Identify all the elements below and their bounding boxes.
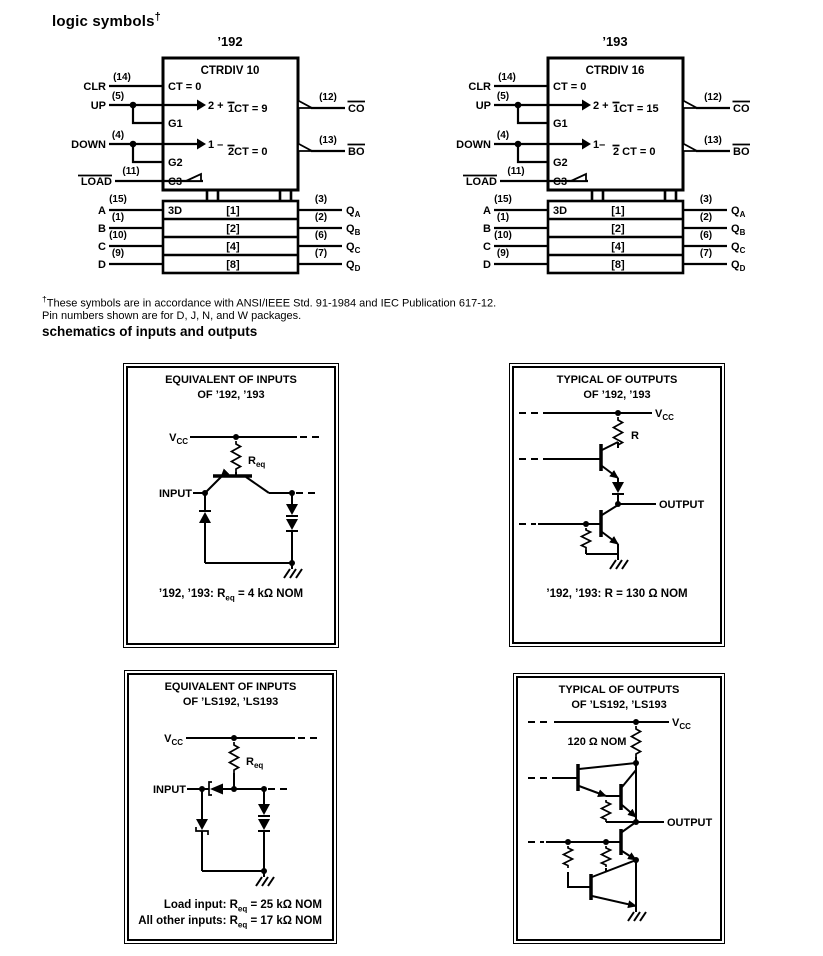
svg-text:(4): (4)	[496, 130, 510, 141]
part-label: ’193	[602, 34, 628, 49]
svg-text:R: R	[631, 430, 639, 442]
svg-text:B: B	[483, 223, 491, 235]
svg-text:A: A	[98, 205, 106, 217]
c3-label: C3	[168, 176, 183, 188]
svg-text:(10): (10)	[494, 230, 512, 241]
svg-text:CLR: CLR	[468, 81, 491, 93]
svg-text:(15): (15)	[109, 194, 127, 205]
svg-text:(4): (4)	[111, 130, 125, 141]
input-up	[91, 91, 206, 123]
cell-3d: 3D	[553, 205, 568, 217]
input-load	[463, 166, 588, 188]
svg-text:VCC: $V_{CC}$	[164, 733, 183, 747]
output-carry	[298, 92, 365, 115]
svg-text:(14): (14)	[113, 72, 131, 83]
input-clr	[83, 72, 163, 93]
borrow-fn: 2 CT = 0	[613, 146, 656, 158]
ct0-label: CT = 0	[168, 81, 202, 93]
lower-transistor	[519, 505, 618, 554]
svg-text:(7): (7)	[699, 248, 713, 259]
svg-text:DOWN: DOWN	[71, 139, 106, 151]
svg-text:(12): (12)	[319, 92, 337, 103]
input-down	[456, 130, 591, 162]
svg-text:(9): (9)	[111, 248, 125, 259]
section-heading: schematics of inputs and outputs	[42, 324, 258, 339]
svg-text:INPUT: INPUT	[159, 488, 192, 500]
c3-label: C3	[553, 176, 568, 188]
svg-text:Req: $R_{eq}$	[248, 455, 266, 469]
input-load	[78, 166, 203, 188]
count-down-fn: 1–	[593, 139, 606, 151]
page-title: logic symbols†	[52, 11, 161, 30]
svg-text:INPUT: INPUT	[153, 784, 186, 796]
vcc-rail	[164, 733, 318, 747]
ground-symbol	[628, 906, 646, 921]
svg-text:(2): (2)	[314, 212, 328, 223]
svg-text:C: C	[98, 241, 106, 253]
input-transistor	[205, 472, 292, 493]
schematic-caption: ’192, ’193: $R_{eq} = 4$ kΩ NOM	[158, 588, 304, 603]
svg-text:D: D	[483, 259, 491, 271]
upper-darlington	[528, 763, 636, 822]
ground-symbol	[256, 871, 274, 886]
svg-text:[1]: [1]	[611, 205, 625, 217]
input-terminal	[153, 784, 209, 796]
series-diode	[612, 478, 624, 504]
schematic-title: TYPICAL OF OUTPUTS OF ’192, ’193	[556, 374, 678, 401]
svg-text:OUTPUT: OUTPUT	[667, 817, 713, 829]
svg-text:(6): (6)	[314, 230, 328, 241]
level-shift-diodes	[202, 789, 270, 874]
svg-text:CO: CO	[733, 103, 750, 115]
svg-text:(13): (13)	[704, 135, 722, 146]
level-shift-diodes	[205, 493, 298, 566]
svg-text:CO: CO	[348, 103, 365, 115]
svg-text:(6): (6)	[699, 230, 713, 241]
schematic-title: EQUIVALENT OF INPUTS OF ’192, ’193	[165, 374, 297, 401]
svg-text:(10): (10)	[109, 230, 127, 241]
svg-text:QA: $Q_A$	[346, 205, 361, 219]
output-borrow	[298, 135, 365, 158]
output-circuit-192	[510, 364, 724, 646]
svg-text:CLR: CLR	[83, 81, 106, 93]
register-block	[163, 201, 298, 273]
svg-text:120 Ω NOM: 120 Ω NOM	[567, 736, 627, 748]
dagger-mark: †	[154, 11, 161, 23]
svg-text:[4]: [4]	[611, 241, 625, 253]
svg-text:VCC: $V_{CC}$	[655, 408, 674, 422]
schematic-output-192	[509, 363, 725, 647]
pullup-resistor	[230, 742, 264, 789]
svg-text:(1): (1)	[111, 212, 125, 223]
control-block	[163, 58, 298, 201]
g1-label: G1	[168, 118, 183, 130]
svg-text:UP: UP	[90, 100, 106, 112]
svg-text:QD: $Q_D$	[731, 259, 746, 273]
schematic-input-192	[123, 363, 339, 648]
svg-text:(12): (12)	[704, 92, 722, 103]
output-borrow	[683, 135, 750, 158]
lower-darlington	[528, 822, 639, 906]
svg-text:VCC: $V_{CC}$	[169, 432, 188, 446]
svg-text:[8]: [8]	[226, 259, 240, 271]
logic-symbol-193	[425, 30, 795, 280]
svg-text:QC: $Q_C$	[731, 241, 746, 255]
carry-fn: 1CT = 9	[228, 103, 268, 115]
svg-text:[2]: [2]	[226, 223, 240, 235]
schematic-title: EQUIVALENT OF INPUTS OF ’LS192, ’LS193	[164, 681, 297, 708]
svg-text:UP: UP	[475, 100, 491, 112]
svg-text:(1): (1)	[496, 212, 510, 223]
svg-text:VCC: $V_{CC}$	[672, 717, 691, 731]
svg-text:LOAD: LOAD	[80, 176, 112, 188]
ground-symbol	[284, 563, 302, 578]
input-up	[476, 91, 591, 123]
schottky-input-diode	[209, 782, 291, 795]
g1-label: G1	[553, 118, 568, 130]
svg-text:[2]: [2]	[611, 223, 625, 235]
svg-text:(2): (2)	[699, 212, 713, 223]
ct0-label: CT = 0	[553, 81, 587, 93]
output-terminal	[615, 499, 705, 511]
svg-text:(5): (5)	[496, 91, 510, 102]
svg-text:C: C	[483, 241, 491, 253]
part-label: ’192	[217, 34, 243, 49]
svg-text:LOAD: LOAD	[465, 176, 497, 188]
vcc-rail	[528, 717, 691, 731]
svg-text:OUTPUT: OUTPUT	[659, 499, 705, 511]
schematic-output-ls	[513, 673, 725, 944]
g2-label: G2	[553, 157, 568, 169]
svg-text:[8]: [8]	[611, 259, 625, 271]
count-down-fn: 1 –	[208, 139, 224, 151]
svg-text:QD: $Q_D$	[346, 259, 361, 273]
svg-text:(13): (13)	[319, 135, 337, 146]
upper-transistor	[519, 442, 618, 478]
schematic-title: TYPICAL OF OUTPUTS OF ’LS192, ’LS193	[558, 684, 680, 711]
svg-text:QB: $Q_B$	[731, 223, 746, 237]
svg-text:(11): (11)	[122, 166, 140, 177]
logic-symbol-192	[40, 30, 410, 280]
svg-text:(3): (3)	[314, 194, 328, 205]
output-circuit-ls	[514, 674, 724, 943]
svg-text:D: D	[98, 259, 106, 271]
carry-fn: 1CT = 15	[613, 103, 659, 115]
svg-text:Req: $R_{eq}$	[246, 756, 264, 770]
svg-text:DOWN: DOWN	[456, 139, 491, 151]
svg-text:(5): (5)	[111, 91, 125, 102]
input-clr	[468, 72, 548, 93]
svg-text:(14): (14)	[498, 72, 516, 83]
cell-3d: 3D	[168, 205, 183, 217]
output-carry	[683, 92, 750, 115]
block-header: CTRDIV 10	[200, 65, 260, 77]
block-header: CTRDIV 16	[585, 65, 645, 77]
svg-text:[1]: [1]	[226, 205, 240, 217]
g2-label: G2	[168, 157, 183, 169]
svg-text:(9): (9)	[496, 248, 510, 259]
clamp-diode	[199, 493, 211, 563]
output-terminal	[633, 817, 713, 829]
svg-text:[4]: [4]	[226, 241, 240, 253]
svg-text:(11): (11)	[507, 166, 525, 177]
input-circuit-192	[124, 364, 338, 647]
count-up-fn: 2 +	[593, 100, 609, 112]
vcc-rail	[169, 432, 320, 446]
svg-text:BO: BO	[348, 146, 365, 158]
footnote-line2: Pin numbers shown are for D, J, N, and W packages.	[42, 310, 302, 322]
svg-text:(3): (3)	[699, 194, 713, 205]
svg-text:B: B	[98, 223, 106, 235]
ground-symbol	[610, 554, 628, 569]
control-block	[548, 58, 683, 201]
svg-text:(7): (7)	[314, 248, 328, 259]
footnote-line1: †These symbols are in accordance with ANSI/IEEE Std. 91-1984 and IEC Publication 617-12.	[42, 294, 497, 310]
schematic-input-ls	[124, 670, 337, 944]
register-block	[548, 201, 683, 273]
svg-text:(15): (15)	[494, 194, 512, 205]
schematic-caption-load: Load input: $R_{eq} = 25$ kΩ NOM	[163, 899, 322, 914]
svg-text:QB: $Q_B$	[346, 223, 361, 237]
schematic-caption: ’192, ’193: R = 130 Ω NOM	[546, 588, 688, 600]
pullup-resistor	[232, 441, 266, 472]
vcc-rail	[519, 408, 674, 422]
svg-text:A: A	[483, 205, 491, 217]
input-down	[71, 130, 206, 162]
svg-text:QA: $Q_A$	[731, 205, 746, 219]
borrow-fn: 2CT = 0	[228, 146, 268, 158]
svg-text:BO: BO	[733, 146, 750, 158]
schematic-caption-other: All other inputs: $R_{eq} = 17$ kΩ NOM	[138, 915, 322, 930]
svg-text:QC: $Q_C$	[346, 241, 361, 255]
schottky-clamp-diode	[196, 789, 208, 871]
count-up-fn: 2 +	[208, 100, 224, 112]
